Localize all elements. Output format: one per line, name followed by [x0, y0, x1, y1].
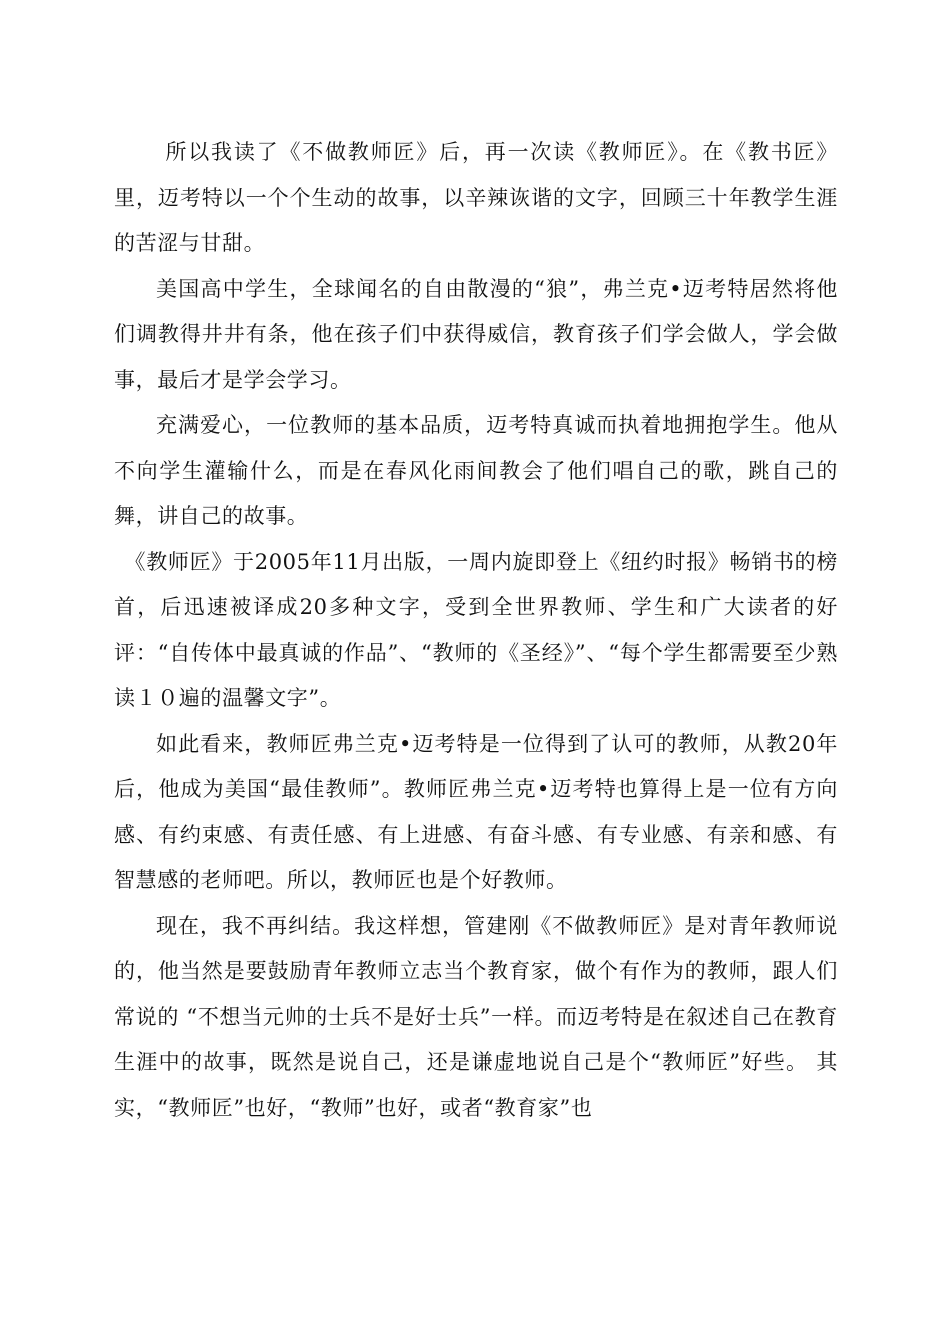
paragraph-1: 所以我读了《不做教师匠》后，再一次读《教师匠》。在《教书匠》里，迈考特以一个个生动的故事，以辛辣诙谐的文字，回顾三十年教学生涯的苦涩与甘甜。 [114, 140, 838, 255]
paragraph-3: 充满爱心，一位教师的基本品质，迈考特真诚而执着地拥抱学生。他从不向学生灌输什么，而是在春风化雨间教会了他们唱自己的歌，跳自己的舞，讲自己的故事。 [114, 413, 838, 528]
paragraph-6: 现在，我不再纠结。我这样想，管建刚《不做教师匠》是对青年教师说的，他当然是要鼓励青年教师立志当个教育家，做个有作为的教师，跟人们常说的 “不想当元帅的士兵不是好士兵”一样。而迈考特是在叙述自己在教育生涯中的故事，既然是说自己，还是谦虚地说自己是个“教师匠”好些。 其实，“教师匠”也好，“教师”也好，或者“教育家”也 [114, 913, 838, 1120]
paragraph-2: 美国高中学生，全球闻名的自由散漫的“狼”，弗兰克•迈考特居然将他们调教得井井有条，他在孩子们中获得威信，教育孩子们学会做人，学会做事，最后才是学会学习。 [114, 276, 838, 392]
paragraph-4: 《教师匠》于2005年11月出版，一周内旋即登上《纽约时报》畅销书的榜首，后迅速被译成20多种文字，受到全世界教师、学生和广大读者的好评：“自传体中最真诚的作品”、“教师的《圣经》”、“每个学生都需要至少熟读１０遍的温馨文字”。 [114, 549, 838, 710]
paragraph-5: 如此看来，教师匠弗兰克•迈考特是一位得到了认可的教师，从教20年后，他成为美国“最佳教师”。教师匠弗兰克•迈考特也算得上是一位有方向感、有约束感、有责任感、有上进感、有奋斗感、有专业感、有亲和感、有智慧感的老师吧。所以，教师匠也是个好教师。 [114, 731, 838, 892]
document-body [114, 130, 838, 1131]
